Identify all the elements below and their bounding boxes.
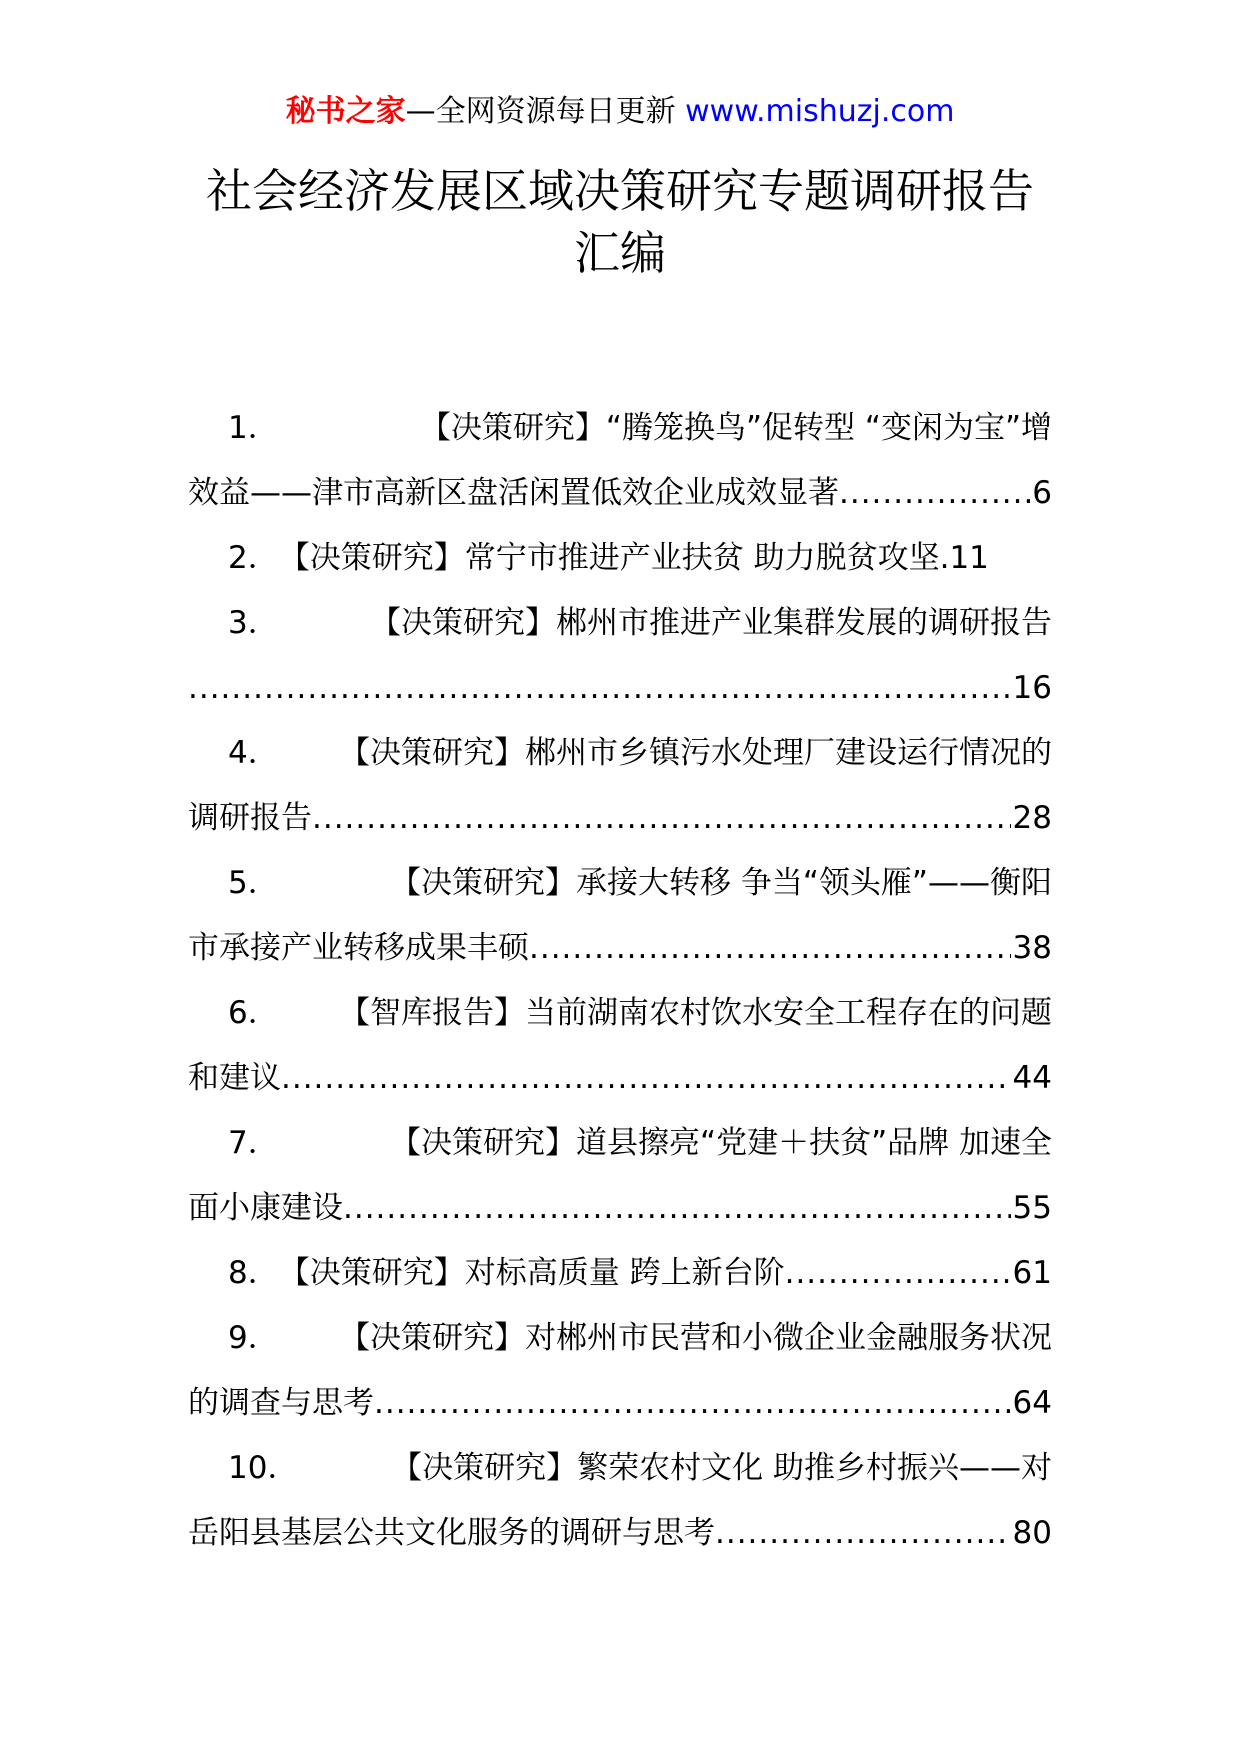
toc-entry-number: 8． (228, 1255, 279, 1291)
toc-entry-10[interactable] (188, 1436, 1052, 1566)
toc-entry-number: 6． (228, 995, 279, 1031)
toc-page-number: 38 (1012, 930, 1052, 966)
toc-entry-line (188, 851, 1052, 916)
toc-entry-title-cont: 的调查与思考 (188, 1385, 374, 1421)
site-url-link[interactable]: www.mishuzj.com (685, 94, 955, 129)
toc-page-number: 61 (1012, 1255, 1052, 1291)
toc-entry-3[interactable] (188, 591, 1052, 721)
toc-entry-number: 5． (228, 865, 279, 901)
toc-entry-line (188, 1371, 1052, 1436)
toc-page-number: 80 (1012, 1515, 1052, 1551)
site-slogan: —全网资源每日更新 (405, 94, 676, 129)
toc-entry-4[interactable] (188, 721, 1052, 851)
toc-entry-line (188, 1436, 1052, 1501)
toc-entry-line (188, 1306, 1052, 1371)
toc-entry-title-cont: 和建议 (188, 1060, 281, 1096)
toc-entry-line (188, 916, 1052, 981)
toc-entry-title: 【决策研究】郴州市乡镇污水处理厂建设运行情况的 (339, 735, 1052, 771)
toc-entry-line (188, 396, 1052, 461)
site-brand: 秘书之家 (285, 94, 406, 129)
toc-entry-number: 10． (228, 1450, 299, 1486)
toc-entry-title-cont: 市承接产业转移成果丰硕 (188, 930, 529, 966)
toc-entry-line (188, 1176, 1052, 1241)
toc-dot-leader (529, 916, 1011, 981)
document-title-line-1: 社会经济发展区域决策研究专题调研报告 (206, 164, 1034, 218)
toc-entry-number: 1． (228, 410, 279, 446)
toc-page-number: 55 (1012, 1190, 1052, 1226)
toc-entry-7[interactable] (188, 1111, 1052, 1241)
toc-entry-title: 【决策研究】繁荣农村文化 助推乡村振兴——对 (391, 1450, 1052, 1486)
toc-entry-title-cont: 效益——津市高新区盘活闲置低效企业成效显著 (188, 475, 839, 511)
toc-page-number: 28 (1012, 800, 1052, 836)
toc-dot-leader (715, 1501, 1011, 1566)
toc-entry-title: 【决策研究】道县擦亮“党建＋扶贫”品牌 加速全 (390, 1125, 1052, 1161)
toc-entry-title: 【决策研究】对郴州市民营和小微企业金融服务状况 (339, 1320, 1052, 1356)
toc-entry-number: 3． (228, 605, 279, 641)
toc-dot-leader (374, 1371, 1011, 1436)
document-title-line-2: 汇编 (574, 226, 666, 280)
toc-entry-1[interactable] (188, 396, 1052, 526)
toc-entry-title-cont: 岳阳县基层公共文化服务的调研与思考 (188, 1515, 715, 1551)
toc-entry-line (188, 591, 1052, 656)
toc-entry-title: 【决策研究】对标高质量 跨上新台阶 (278, 1255, 785, 1291)
toc-entry-line (188, 526, 1052, 591)
toc-entry-line (188, 1241, 1052, 1306)
toc-page-number: 16 (1012, 670, 1052, 706)
toc-dot-leader (312, 786, 1011, 851)
toc-page-number: 64 (1012, 1385, 1052, 1421)
toc-entry-line (188, 656, 1052, 721)
toc-entry-number: 2． (228, 540, 279, 576)
toc-page-number: 11 (949, 540, 989, 576)
site-header (0, 92, 1240, 132)
toc-entry-title: 【决策研究】常宁市推进产业扶贫 助力脱贫攻坚. (278, 540, 950, 576)
toc-entry-number: 7． (228, 1125, 279, 1161)
toc-page-number: 44 (1012, 1060, 1052, 1096)
toc-entry-line (188, 786, 1052, 851)
toc-entry-title-cont: 面小康建设 (188, 1190, 343, 1226)
toc-entry-9[interactable] (188, 1306, 1052, 1436)
toc-entry-line (188, 981, 1052, 1046)
toc-entry-title: 【决策研究】“腾笼换鸟”促转型 “变闲为宝”增 (419, 410, 1052, 446)
toc-page-number: 6 (1032, 475, 1052, 511)
toc-entry-number: 9． (228, 1320, 279, 1356)
toc-entry-8[interactable] (188, 1241, 1052, 1306)
toc-entry-2[interactable] (188, 526, 1052, 591)
toc-entry-line (188, 721, 1052, 786)
toc-entry-line (188, 1046, 1052, 1111)
toc-entry-title: 【智库报告】当前湖南农村饮水安全工程存在的问题 (339, 995, 1052, 1031)
toc-dot-leader (839, 461, 1030, 526)
document-title (0, 160, 1240, 284)
toc-entry-title-cont: 调研报告 (188, 800, 312, 836)
toc-entry-line (188, 1111, 1052, 1176)
toc-dot-leader (188, 656, 1011, 721)
toc-entry-5[interactable] (188, 851, 1052, 981)
toc-entry-6[interactable] (188, 981, 1052, 1111)
toc-dot-leader (281, 1046, 1011, 1111)
toc-entry-number: 4． (228, 735, 279, 771)
toc-dot-leader (785, 1241, 1011, 1306)
table-of-contents (188, 396, 1052, 1566)
toc-entry-line (188, 1501, 1052, 1566)
toc-entry-title: 【决策研究】承接大转移 争当“领头雁”——衡阳 (390, 865, 1052, 901)
toc-entry-line (188, 461, 1052, 526)
toc-dot-leader (343, 1176, 1011, 1241)
toc-entry-title: 【决策研究】郴州市推进产业集群发展的调研报告 (370, 605, 1052, 641)
